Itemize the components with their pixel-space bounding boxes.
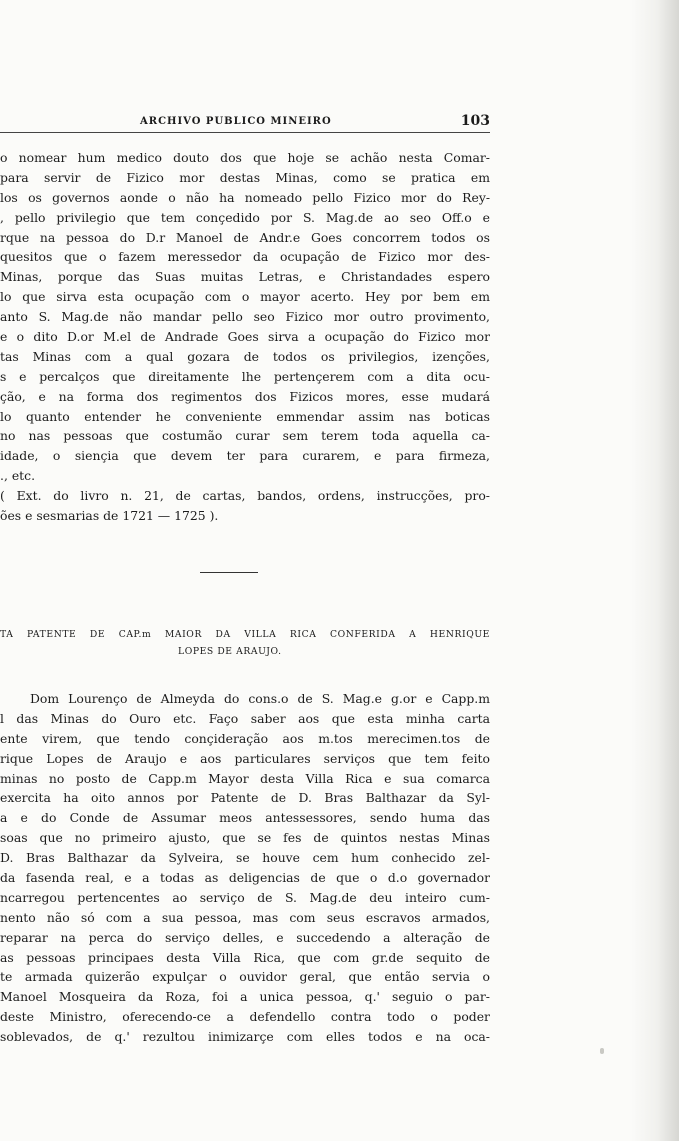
text-line: soas que no primeiro ajusto, que se fes de quintos nestas Minas xyxy=(0,830,490,846)
text-line: a e do Conde de Assumar meos antessessores, sendo huma das xyxy=(0,810,490,826)
text-line: nento não só com a sua pessoa, mas com seus escravos armados, xyxy=(0,909,490,925)
header-rule xyxy=(0,132,490,133)
section-title-line: LOPES DE ARAUJO. xyxy=(178,646,282,657)
section-title xyxy=(0,626,490,660)
text-line: anto S. Mag.de não mandar pello seo Fizico mor outro provimento, xyxy=(0,309,490,325)
text-line: ente virem, que tendo conçideração aos m.tos merecimen.tos de xyxy=(0,730,490,746)
text-line: soblevados, de q.' rezultou inimizarçe com elles todos e na oca- xyxy=(0,1029,490,1045)
source-citation-line: ( Ext. do livro n. 21, de cartas, bandos, ordens, instrucções, pro- xyxy=(0,488,490,504)
text-line: Manoel Mosqueira da Roza, foi a unica pessoa, q.' seguio o par- xyxy=(0,989,490,1005)
text-line: minas no posto de Capp.m Mayor desta Villa Rica e sua comarca xyxy=(0,770,490,786)
binding-gutter-shadow xyxy=(631,0,679,1141)
text-line: , pello privilegio que tem conçedido por S. Mag.de ao seo Off.o e xyxy=(0,209,490,225)
text-line: rque na pessoa do D.r Manoel de Andr.e Goes concorrem todos os xyxy=(0,229,490,245)
text-line: l das Minas do Ouro etc. Faço saber aos que esta minha carta xyxy=(0,710,490,726)
text-line: quesitos que o fazem meressedor da ocupação de Fizico mor des- xyxy=(0,249,490,265)
text-line: lo quanto entender he conveniente emmendar assim nas boticas xyxy=(0,408,490,424)
running-title: ARCHIVO PUBLICO MINEIRO xyxy=(140,116,332,127)
text-line: te armada quizerão expulçar o ouvidor geral, que então servia o xyxy=(0,969,490,985)
text-line: ncarregou pertencentes ao serviço de S. Mag.de deu inteiro cum- xyxy=(0,889,490,905)
text-line: rique Lopes de Araujo e aos particulares serviços que tem feito xyxy=(0,750,490,766)
text-line: exercita ha oito annos por Patente de D. Bras Balthazar da Syl- xyxy=(0,790,490,806)
text-line: lo que sirva esta ocupação com o mayor acerto. Hey por bem em xyxy=(0,289,490,305)
paper-speck xyxy=(600,1048,604,1054)
text-line: deste Ministro, oferecendo-ce a defendello contra todo o poder xyxy=(0,1009,490,1025)
text-line: da fasenda real, e a todas as deligencias de que o d.o governador xyxy=(0,870,490,886)
text-line: as pessoas principaes desta Villa Rica, que com gr.de sequito de xyxy=(0,949,490,965)
text-line: idade, o siençia que devem ter para curarem, e para firmeza, xyxy=(0,448,490,464)
letter-text-block xyxy=(0,148,490,526)
text-line: Dom Lourenço de Almeyda do cons.o de S. Mag.e g.or e Capp.m xyxy=(30,691,490,706)
source-citation-line: ões e sesmarias de 1721 — 1725 ). xyxy=(0,508,219,524)
text-line: para servir de Fizico mor destas Minas, como se pratica em xyxy=(0,169,490,185)
page-number: 103 xyxy=(460,113,490,129)
text-line: ção, e na forma dos regimentos dos Fizicos mores, esse mudará xyxy=(0,388,490,404)
text-line: e o dito D.or M.el de Andrade Goes sirva a ocupação do Fizico mor xyxy=(0,329,490,345)
running-head xyxy=(140,111,490,131)
text-line: los os governos aonde o não ha nomeado pello Fizico mor do Rey- xyxy=(0,189,490,205)
text-line: no nas pessoas que costumão curar sem terem toda aquella ca- xyxy=(0,428,490,444)
text-line: Minas, porque das Suas muitas Letras, e Christandades espero xyxy=(0,269,490,285)
text-line: D. Bras Balthazar da Sylveira, se houve cem hum conhecido zel- xyxy=(0,850,490,866)
text-line: o nomear hum medico douto dos que hoje se achão nesta Comar- xyxy=(0,150,490,165)
text-line: reparar na perca do serviço delles, e succedendo a alteração de xyxy=(0,929,490,945)
patent-text-block xyxy=(0,689,490,1047)
section-divider xyxy=(200,572,258,573)
text-line: ., etc. xyxy=(0,468,36,484)
text-line: tas Minas com a qual gozara de todos os privilegios, izenções, xyxy=(0,348,490,364)
text-line: s e percalços que direitamente lhe pertençerem com a dita ocu- xyxy=(0,368,490,384)
section-title-line: TA PATENTE DE CAP.m MAIOR DA VILLA RICA CONFERIDA A HENRIQUE xyxy=(0,629,490,640)
